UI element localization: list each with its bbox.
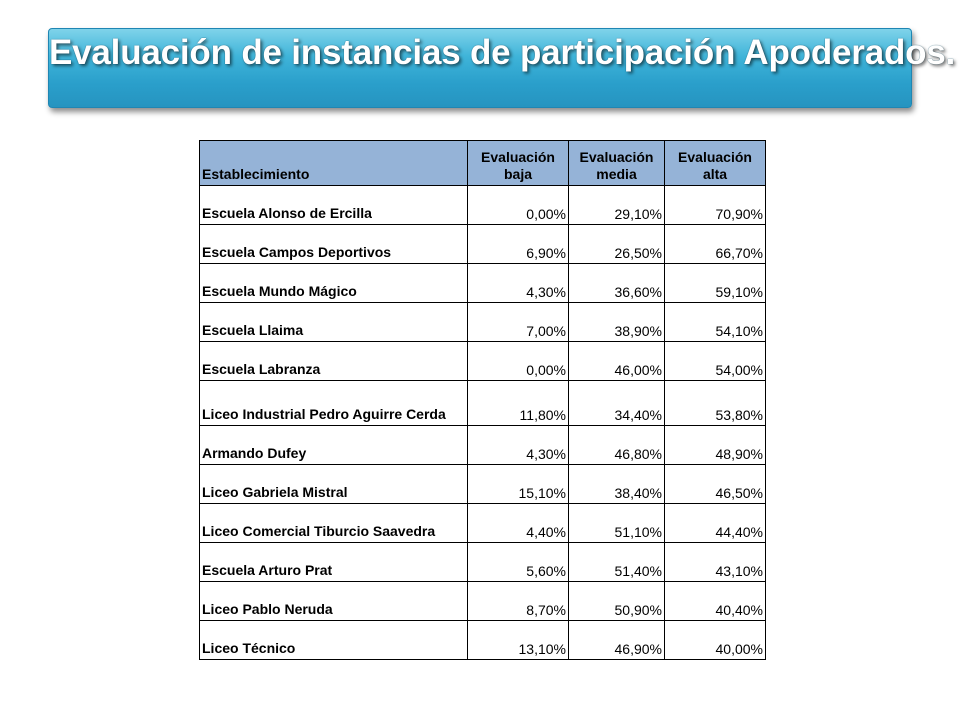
table-row: [200, 621, 766, 660]
cell-baja: 6,90%: [468, 225, 569, 264]
cell-media: 50,90%: [569, 582, 665, 621]
cell-establecimiento: Escuela Alonso de Ercilla: [200, 186, 468, 225]
cell-alta: 66,70%: [665, 225, 766, 264]
slide-title: Evaluación de instancias de participación Apoderados.: [49, 33, 956, 72]
cell-media: 51,40%: [569, 543, 665, 582]
table-row: [200, 465, 766, 504]
table-row: [200, 543, 766, 582]
cell-media: 36,60%: [569, 264, 665, 303]
table-row: [200, 381, 766, 426]
cell-establecimiento: Escuela Llaima: [200, 303, 468, 342]
table-row: [200, 504, 766, 543]
cell-media: 38,40%: [569, 465, 665, 504]
cell-alta: 70,90%: [665, 186, 766, 225]
cell-baja: 4,40%: [468, 504, 569, 543]
table-row: [200, 186, 766, 225]
cell-establecimiento: Liceo Industrial Pedro Aguirre Cerda: [200, 381, 468, 426]
cell-media: 46,00%: [569, 342, 665, 381]
cell-alta: 59,10%: [665, 264, 766, 303]
cell-establecimiento: Escuela Campos Deportivos: [200, 225, 468, 264]
table-row: [200, 264, 766, 303]
header-evaluacion-media: Evaluación media: [569, 141, 665, 186]
table-header-row: [200, 141, 766, 186]
cell-establecimiento: Liceo Comercial Tiburcio Saavedra: [200, 504, 468, 543]
table-row: [200, 303, 766, 342]
cell-alta: 43,10%: [665, 543, 766, 582]
cell-baja: 0,00%: [468, 186, 569, 225]
cell-establecimiento: Liceo Pablo Neruda: [200, 582, 468, 621]
cell-alta: 40,40%: [665, 582, 766, 621]
cell-alta: 54,10%: [665, 303, 766, 342]
cell-media: 46,90%: [569, 621, 665, 660]
cell-baja: 7,00%: [468, 303, 569, 342]
cell-baja: 5,60%: [468, 543, 569, 582]
cell-establecimiento: Escuela Arturo Prat: [200, 543, 468, 582]
cell-media: 26,50%: [569, 225, 665, 264]
cell-baja: 4,30%: [468, 264, 569, 303]
cell-establecimiento: Liceo Gabriela Mistral: [200, 465, 468, 504]
cell-baja: 13,10%: [468, 621, 569, 660]
cell-alta: 44,40%: [665, 504, 766, 543]
cell-alta: 54,00%: [665, 342, 766, 381]
cell-alta: 46,50%: [665, 465, 766, 504]
header-evaluacion-alta: Evaluación alta: [665, 141, 766, 186]
cell-alta: 40,00%: [665, 621, 766, 660]
cell-baja: 8,70%: [468, 582, 569, 621]
cell-media: 51,10%: [569, 504, 665, 543]
cell-baja: 15,10%: [468, 465, 569, 504]
evaluation-table: [199, 140, 766, 660]
cell-establecimiento: Armando Dufey: [200, 426, 468, 465]
cell-establecimiento: Escuela Mundo Mágico: [200, 264, 468, 303]
cell-baja: 11,80%: [468, 381, 569, 426]
cell-media: 29,10%: [569, 186, 665, 225]
table-row: [200, 582, 766, 621]
header-evaluacion-baja: Evaluación baja: [468, 141, 569, 186]
cell-media: 46,80%: [569, 426, 665, 465]
cell-establecimiento: Liceo Técnico: [200, 621, 468, 660]
table-row: [200, 342, 766, 381]
cell-media: 34,40%: [569, 381, 665, 426]
title-banner: [48, 28, 956, 108]
header-establecimiento: Establecimiento: [200, 141, 468, 186]
cell-baja: 4,30%: [468, 426, 569, 465]
table-row: [200, 225, 766, 264]
cell-alta: 53,80%: [665, 381, 766, 426]
cell-alta: 48,90%: [665, 426, 766, 465]
cell-establecimiento: Escuela Labranza: [200, 342, 468, 381]
table-row: [200, 426, 766, 465]
cell-baja: 0,00%: [468, 342, 569, 381]
cell-media: 38,90%: [569, 303, 665, 342]
